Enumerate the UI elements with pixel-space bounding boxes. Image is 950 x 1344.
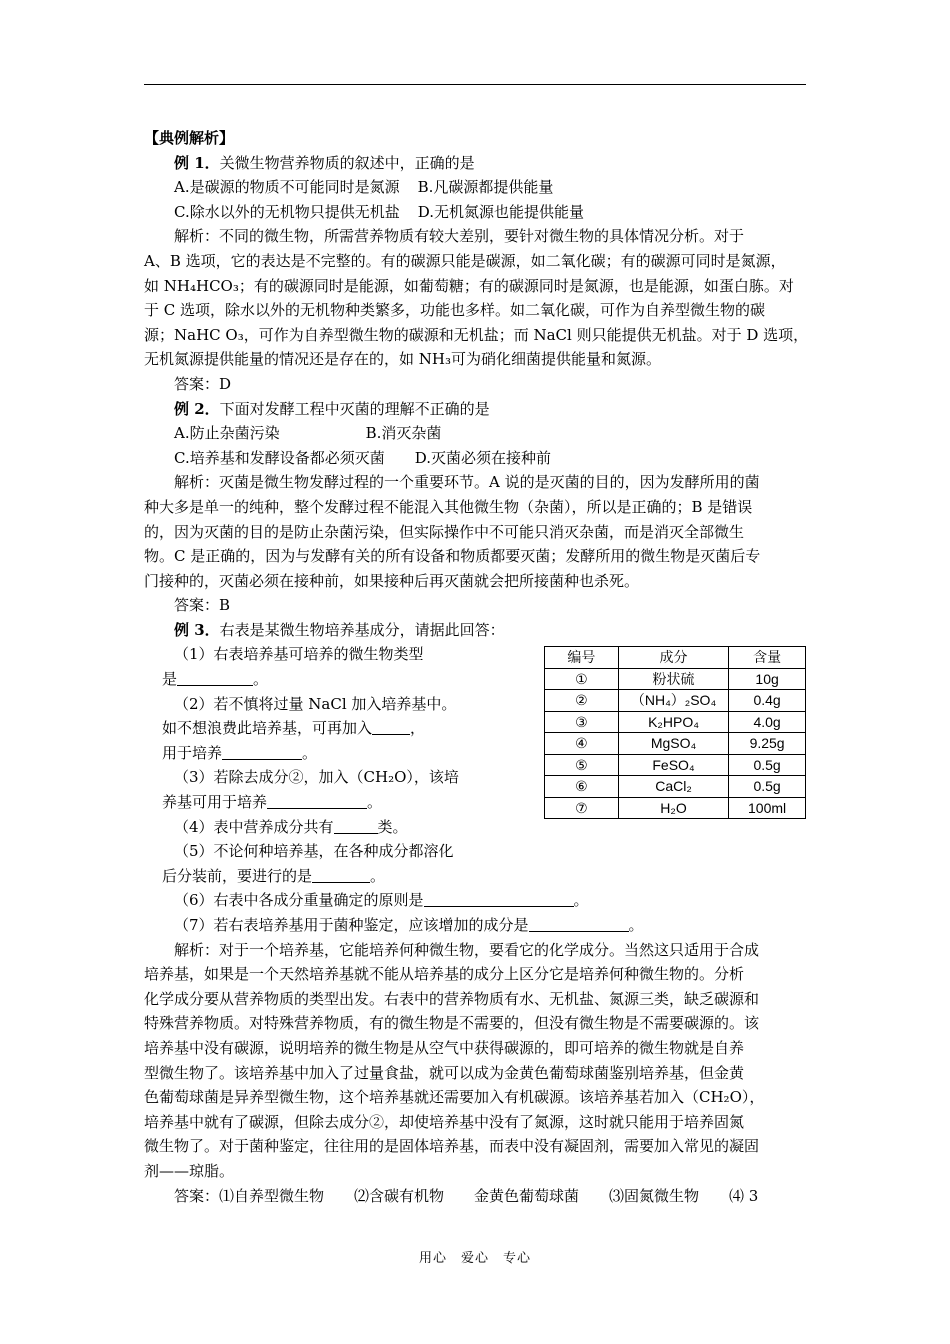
ex3-question (144, 618, 806, 643)
ex2-option-c: C.培养基和发酵设备都必须灭菌 (174, 448, 385, 467)
ex3-q5-text: 后分装前，要进行的是 (162, 866, 313, 885)
ex3-analysis-line: 特殊营养物质。对特殊营养物质，有的微生物是不需要的，但没有微生物是不需要碳源的。该 (144, 1014, 760, 1033)
answer-blank[interactable] (177, 669, 253, 686)
ex3-q6 (144, 888, 806, 913)
ex1-options-cd (144, 200, 806, 225)
table-cell: K₂HPO₄ (618, 711, 728, 733)
ex2-option-d: D.灭菌必须在接种前 (414, 448, 551, 467)
ex3-analysis-line: 培养基中没有碳源，说明培养的微生物是从空气中获得碳源的，即可培养的微生物就是自养 (144, 1038, 745, 1057)
page-footer: 用心 爱心 专心 (418, 1251, 531, 1266)
ex1-options-ab (144, 175, 806, 200)
table-cell: ⑦ (545, 797, 619, 819)
ex2-option-b: B.消灭杂菌 (365, 424, 442, 443)
answer-blank[interactable] (222, 743, 302, 760)
answer-blank[interactable] (334, 817, 378, 834)
answer-blank[interactable] (267, 792, 367, 809)
table-cell: ① (545, 668, 619, 690)
ex3-q4-end: 类。 (377, 817, 408, 836)
table-cell: 0.4g (729, 690, 806, 712)
ex1-question-text: 关微生物营养物质的叙述中，正确的是 (219, 153, 475, 172)
table-cell: FeSO₄ (618, 754, 728, 776)
table-cell: MgSO₄ (618, 733, 728, 755)
table-row (545, 754, 806, 776)
section-title: 【典例解析】 (144, 129, 235, 147)
ex3-q1-line1: （1）右表培养基可培养的微生物类型 (174, 645, 424, 664)
ex1-option-d: D.无机氮源也能提供能量 (417, 202, 584, 221)
ex2-option-a: A.防止杂菌污染 (174, 424, 280, 443)
period: 。 (628, 916, 644, 934)
table-cell: ③ (545, 711, 619, 733)
ex3-analysis-line: 解析：对于一个培养基，它能培养何种微生物，要看它的化学成分。当然这只适用于合成 (174, 940, 760, 959)
ex1-option-a: A.是碳源的物质不可能同时是氮源 (174, 178, 400, 197)
ex1-question (144, 151, 806, 176)
ex1-option-c: C.除水以外的无机物只提供无机盐 (174, 202, 400, 221)
ex3-question-text: 右表是某微生物培养基成分，请据此回答： (219, 620, 505, 639)
ex3-analysis-line: 型微生物了。该培养基中加入了过量食盐，就可以成为金黄色葡萄球菌鉴别培养基，但金黄 (144, 1063, 745, 1082)
ex2-analysis-line: 种大多是单一的纯种，整个发酵过程不能混入其他微生物（杂菌），所以是正确的；B 是错误 (144, 497, 753, 516)
table-row (545, 668, 806, 690)
period: 。 (370, 866, 386, 885)
ex3-q4-text: （4）表中营养成分共有 (174, 817, 334, 836)
table-cell: （NH₄）₂SO₄ (618, 690, 728, 712)
ex2-analysis-line: 解析：灭菌是微生物发酵过程的一个重要环节。A 说的是灭菌的目的，因为发酵所用的菌 (174, 473, 760, 492)
ex2-answer: 答案：B (174, 596, 231, 615)
table-cell: 9.25g (729, 733, 806, 755)
period: 。 (573, 891, 589, 910)
ex1-analysis-line: 解析：不同的微生物，所需营养物质有较大差别，要针对微生物的具体情况分析。对于 (174, 227, 745, 246)
ex2-options-ab (144, 421, 806, 446)
answer-blank[interactable] (372, 718, 410, 735)
ex1-option-b: B.凡碳源都提供能量 (417, 178, 554, 197)
ex3-analysis-line: 培养基中就有了碳源，但除去成分②，却使培养基中没有了氮源，这时就只能用于培养固氮 (144, 1112, 745, 1131)
ex2-analysis-line: 物。C 是正确的，因为与发酵有关的所有设备和物质都要灭菌；发酵所用的微生物是灭菌后专 (144, 547, 761, 566)
ex1-label: 例 1． (174, 153, 220, 172)
ex1-analysis-line: 如 NH₄HCO₃；有的碳源同时是能源，如葡萄糖；有的碳源同时是氮源，也是能源，如蛋白胨。对 (144, 276, 794, 295)
table-row (545, 690, 806, 712)
table-cell: 4.0g (729, 711, 806, 733)
table-cell: 0.5g (729, 776, 806, 798)
ex3-answer: 答案：⑴自养型微生物 ⑵含碳有机物 金黄色葡萄球菌 ⑶固氮微生物 ⑷ 3 (174, 1186, 759, 1205)
ex3-q2-line1: （2）若不慎将过量 NaCl 加入培养基中。 (174, 694, 457, 713)
ex3-q7-text: （7）若右表培养基用于菌种鉴定，应该增加的成分是 (174, 916, 529, 934)
table-cell: ⑤ (545, 754, 619, 776)
comma: ， (410, 719, 426, 738)
ex1-analysis-line: 于 C 选项，除水以外的无机物种类繁多，功能也多样。如二氧化碳，可作为自养型微生物的碳 (144, 301, 766, 320)
ex3-q3-text: 养基可用于培养 (162, 793, 268, 812)
table-header: 编号 (545, 647, 619, 669)
ex2-options-cd (144, 446, 806, 471)
table-cell: CaCl₂ (618, 776, 728, 798)
ex2-analysis-line: 的，因为灭菌的目的是防止杂菌污染，但实际操作中不可能只消灭杂菌，而是消灭全部微生 (144, 522, 745, 541)
header-rule (144, 84, 806, 85)
ex2-analysis-line: 门接种的，灭菌必须在接种前，如果接种后再灭菌就会把所接菌种也杀死。 (144, 571, 640, 590)
ex3-q6-text: （6）右表中各成分重量确定的原则是 (174, 891, 424, 910)
period: 。 (302, 743, 318, 762)
ex3-q2-text: 用于培养 (162, 743, 223, 762)
ex3-analysis-line: 色葡萄球菌是异养型微生物，这个培养基就还需要加入有机碳源。该培养基若加入（CH₂O）， (144, 1088, 765, 1107)
answer-blank[interactable] (312, 866, 370, 883)
table-cell: 100ml (729, 797, 806, 819)
ex2-question (144, 397, 806, 422)
table-cell: ② (545, 690, 619, 712)
ex3-analysis-line: 剂——琼脂。 (144, 1161, 235, 1180)
ex1-analysis-line: A、B 选项，它的表达是不完整的。有的碳源只能是碳源，如二氧化碳；有的碳源可同时是氮源， (144, 251, 786, 270)
period: 。 (367, 793, 383, 812)
table-row (545, 711, 806, 733)
table-cell: 0.5g (729, 754, 806, 776)
table-row (545, 797, 806, 819)
ex1-analysis-line: 源；NaHC O₃，可作为自养型微生物的碳源和无机盐；而 NaCl 则只能提供无机盐。对于 D 选项， (144, 325, 809, 344)
table-cell: 粉状硫 (618, 668, 728, 690)
table-header: 含量 (729, 647, 806, 669)
ex3-analysis-line: 化学成分要从营养物质的类型出发。右表中的营养物质有水、无机盐、氮源三类，缺乏碳源和 (144, 989, 760, 1008)
ex3-analysis-line: 培养基，如果是一个天然培养基就不能从培养基的成分上区分它是培养何种微生物的。分析 (144, 965, 745, 984)
table-cell: ④ (545, 733, 619, 755)
table-cell: H₂O (618, 797, 728, 819)
ex3-q5-line1: （5）不论何种培养基，在各种成分都溶化 (174, 842, 454, 861)
table-cell: ⑥ (545, 776, 619, 798)
ex3-q7 (144, 913, 806, 938)
answer-blank[interactable] (424, 890, 574, 907)
ex1-analysis-line: 无机氮源提供能量的情况还是存在的，如 NH₃可为硝化细菌提供能量和氮源。 (144, 350, 661, 369)
table-cell: 10g (729, 668, 806, 690)
answer-blank[interactable] (529, 915, 629, 932)
medium-composition-table (544, 646, 806, 819)
ex3-q2-text: 如不想浪费此培养基，可再加入 (162, 719, 373, 738)
ex2-label: 例 2． (174, 399, 220, 418)
ex3-q3-line1: （3）若除去成分②，加入（CH₂O），该培 (174, 768, 459, 787)
period: 。 (253, 670, 269, 689)
table-header-row (545, 647, 806, 669)
table-row (545, 776, 806, 798)
table-row (545, 733, 806, 755)
table-header: 成分 (618, 647, 728, 669)
ex3-q5-line2 (144, 864, 806, 889)
ex3-q1-text: 是 (162, 670, 178, 689)
ex3-analysis-line: 微生物了。对于菌种鉴定，往往用的是固体培养基，而表中没有凝固剂，需要加入常见的凝固 (144, 1137, 760, 1156)
ex3-label: 例 3． (174, 620, 220, 639)
document-body (144, 126, 809, 1208)
ex1-answer: 答案：D (174, 374, 232, 393)
ex2-question-text: 下面对发酵工程中灭菌的理解不正确的是 (219, 399, 490, 418)
